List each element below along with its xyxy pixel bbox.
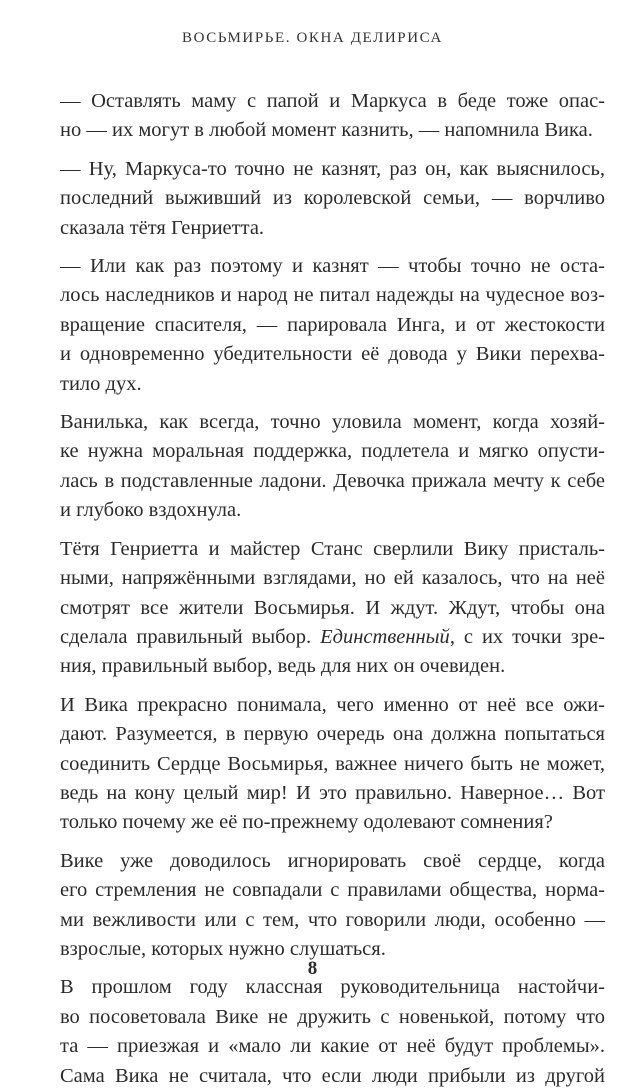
text-line: его стремления не совпадали с правилами общества, норма- bbox=[60, 879, 605, 902]
text-line: смотрят все жители Восьмирья. И ждут. Ждут, чтобы она bbox=[60, 596, 605, 619]
text-line: ми вежливости или с тем, что говорили люди, особенно — bbox=[60, 908, 605, 931]
text-line: тило дух. bbox=[60, 372, 142, 395]
body-text bbox=[60, 87, 605, 1091]
paragraph-3 bbox=[60, 252, 605, 399]
text-line: во посоветовала Вике не дружить с новенькой, потому что bbox=[60, 1005, 605, 1028]
text-line: И Вика прекрасно понимала, чего именно от неё все ожи- bbox=[60, 693, 605, 716]
text-line: В прошлом году классная руководительница настойчи- bbox=[60, 976, 605, 999]
text-line: Ванилька, как всегда, точно уловила момент, когда хозяй- bbox=[60, 411, 605, 434]
text-line: ния, правильный выбор, ведь для них он очевиден. bbox=[60, 655, 506, 678]
text-line: ке нужна моральная поддержка, подлетела и мягко опусти- bbox=[60, 440, 605, 463]
text-line: Сама Вика не считала, что если люди прибыли из другой bbox=[60, 1064, 605, 1087]
text-line: — Ну, Маркуса-то точно не казнят, раз он, как выяснилось, bbox=[60, 157, 605, 180]
paragraph-1 bbox=[60, 87, 605, 146]
text-line: последний выживший из королевской семьи, — ворчливо bbox=[60, 187, 605, 210]
text-line: ведь на кону целый мир! И это правильно. Наверное… Вот bbox=[60, 781, 605, 804]
text-line: та — приезжая и «мало ли какие от неё будут проблемы». bbox=[60, 1035, 605, 1058]
paragraph-5 bbox=[60, 535, 605, 682]
text-line: взрослые, которых нужно слушаться. bbox=[60, 937, 386, 960]
text-line: Вике уже доводилось игнорировать своё сердце, когда bbox=[60, 849, 605, 872]
text-line: — Или как раз поэтому и казнят — чтобы точно не оста- bbox=[60, 255, 605, 278]
paragraph-4 bbox=[60, 408, 605, 526]
text-segment: , с их точки зре- bbox=[449, 625, 606, 648]
text-line: Тётя Генриетта и майстер Станс сверлили Вику присталь- bbox=[60, 537, 605, 560]
paragraph-2 bbox=[60, 155, 605, 243]
text-line: — Оставлять маму с папой и Маркуса в беде тоже опас- bbox=[60, 90, 605, 112]
text-line bbox=[60, 623, 605, 652]
text-line: лось наследников и народ не питал надежды на чудесное воз- bbox=[60, 284, 605, 307]
text-segment: сделала правильный выбор. bbox=[60, 625, 312, 648]
running-header: ВОСЬМИРЬЕ. ОКНА ДЕЛИРИСА bbox=[182, 30, 443, 46]
paragraph-8 bbox=[60, 973, 605, 1091]
paragraph-7 bbox=[60, 847, 605, 965]
text-line: дают. Разумеется, в первую очередь она должна попытаться bbox=[60, 723, 605, 746]
text-line: только почему же её по-прежнему одолевают сомнения? bbox=[60, 811, 553, 834]
text-line: вращение спасителя, — парировала Инга, и от жестокости bbox=[60, 313, 605, 336]
paragraph-6 bbox=[60, 691, 605, 838]
text-line: соединить Сердце Восьмирья, важнее ничего быть не может, bbox=[60, 752, 605, 775]
text-line: лась в подставленные ладони. Девочка прижала мечту к себе bbox=[60, 469, 605, 492]
page-number: 8 bbox=[307, 958, 318, 979]
text-line: сказала тётя Генриетта. bbox=[60, 216, 265, 239]
text-line: но — их могут в любой момент казнить, — напомнила Вика. bbox=[60, 119, 593, 142]
text-line: ными, напряжёнными взглядами, но ей казалось, что на неё bbox=[60, 567, 605, 590]
text-line: и глубоко вздохнула. bbox=[60, 499, 242, 522]
text-line: и одновременно убедительности её довода у Вики перехва- bbox=[60, 343, 605, 366]
emphasis-word: Единственный bbox=[320, 625, 450, 648]
